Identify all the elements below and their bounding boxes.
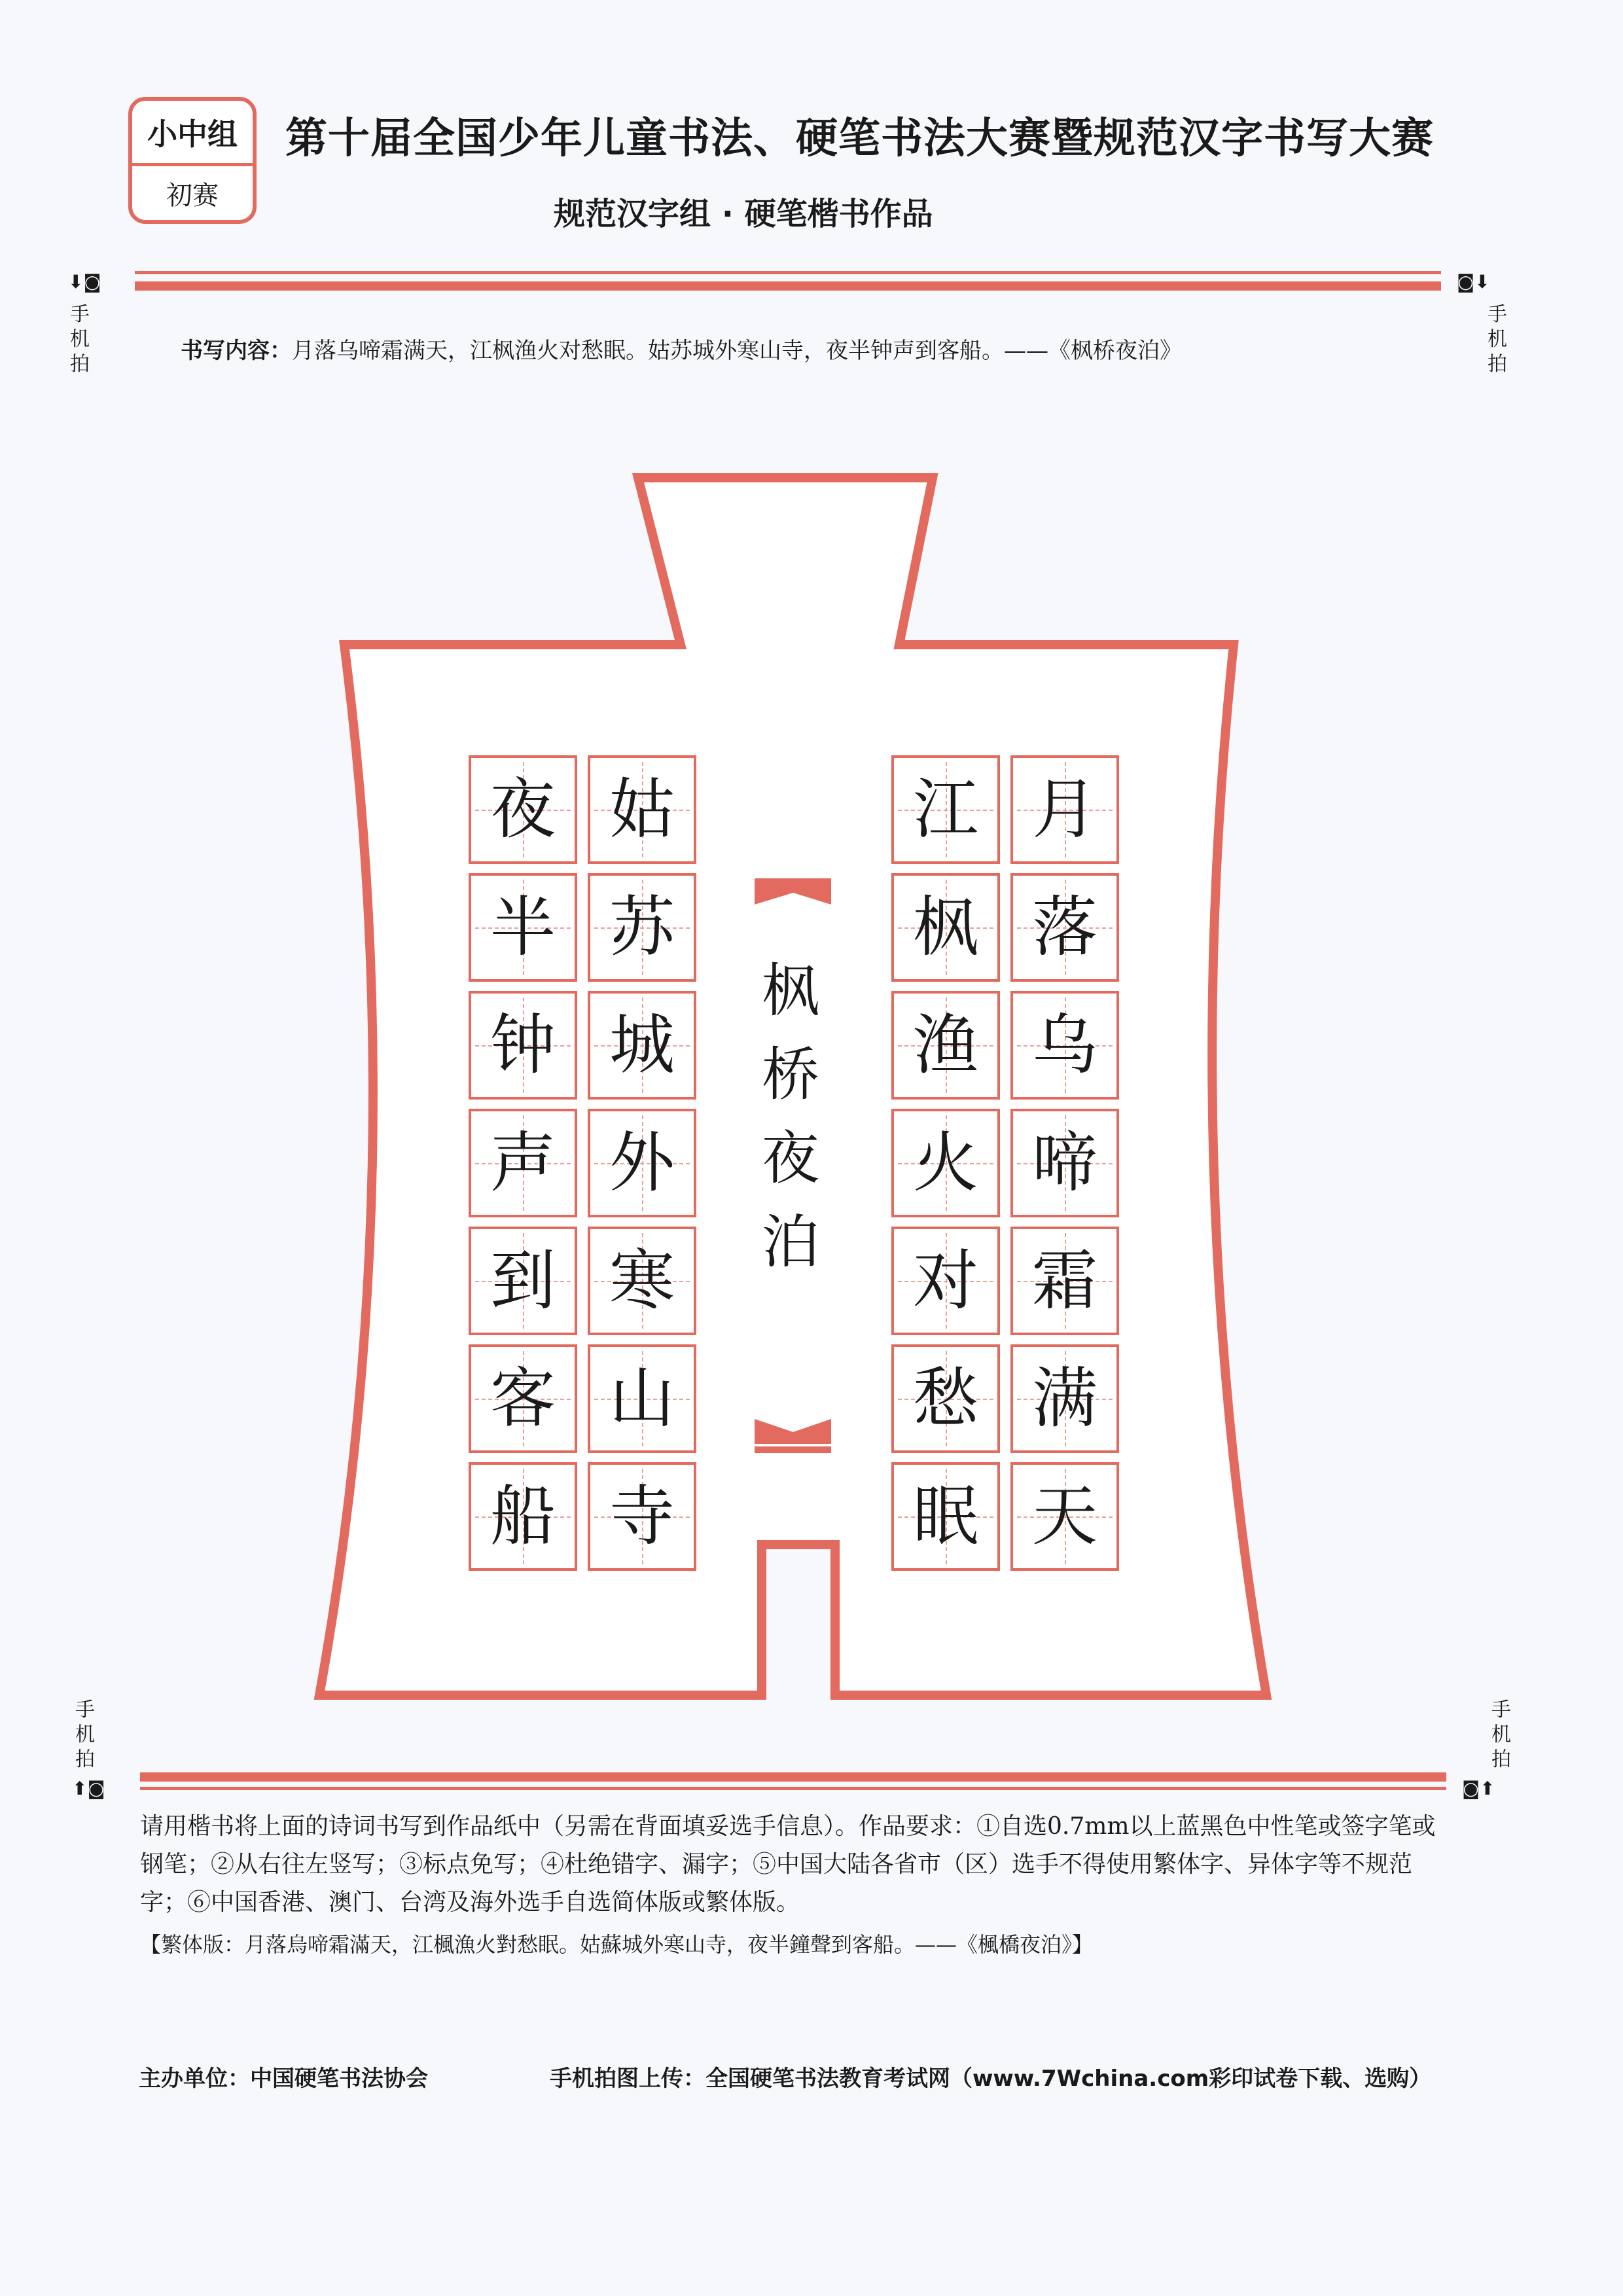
grid-cell — [891, 873, 1000, 982]
footer-upload: 手机拍图上传：全国硬笔书法教育考试网（www.7Wchina.com彩印试卷下载、选购） — [550, 2066, 1432, 2092]
grid-character: 眠 — [913, 1478, 978, 1554]
grid-character: 苏 — [609, 889, 675, 965]
grid-cell — [469, 1462, 577, 1571]
arrow-up-icon: ⬆ — [72, 1778, 88, 1799]
grid-cell — [588, 1227, 696, 1335]
badge-stage-label: 初赛 — [166, 180, 219, 211]
grid-character: 乌 — [1032, 1007, 1097, 1083]
traditional-version: 【繁体版：月落烏啼霜滿天，江楓漁火對愁眠。姑蘇城外寒山寺，夜半鐘聲到客船。——《楓橋夜泊》】 — [140, 1932, 1094, 1957]
grid-character: 江 — [913, 771, 978, 848]
footer-rule-thick — [140, 1772, 1446, 1782]
grid-character: 火 — [913, 1124, 978, 1201]
grid-cell — [1010, 873, 1119, 982]
grid-cell — [469, 991, 577, 1100]
side-label-bottom-left: 手机拍 — [75, 1698, 95, 1771]
side-label-bottom-right: 手机拍 — [1491, 1698, 1511, 1771]
footer-rule — [140, 1787, 1446, 1790]
grid-character: 半 — [490, 889, 556, 965]
grid-character: 钟 — [490, 1007, 556, 1083]
grid-character: 啼 — [1032, 1124, 1097, 1201]
writing-content-label: 书写内容： — [181, 338, 292, 364]
arrow-up-icon: ⬆ — [1480, 1778, 1495, 1799]
arrow-down-icon: ⬇ — [68, 271, 84, 293]
page-subtitle: 规范汉字组 · 硬笔楷书作品 — [554, 196, 933, 232]
grid-cell — [469, 1109, 577, 1217]
side-label-top-left: 手机拍 — [70, 303, 90, 376]
title-ornament-bottom-bar — [755, 1446, 831, 1453]
grid-character: 对 — [913, 1242, 978, 1319]
grid-cell — [891, 991, 1000, 1100]
grid-character: 枫 — [913, 889, 978, 965]
grid-cell — [588, 1109, 696, 1217]
grid-character: 寒 — [609, 1242, 675, 1319]
grid-cell — [588, 1462, 696, 1571]
grid-cell — [891, 1462, 1000, 1571]
grid-cell — [588, 991, 696, 1100]
grid-character: 外 — [609, 1124, 675, 1201]
arrow-down-icon: ⬇ — [1474, 271, 1490, 293]
grid-cell — [891, 1227, 1000, 1335]
grid-cell — [1010, 755, 1119, 864]
instructions: 请用楷书将上面的诗词书写到作品纸中（另需在背面填妥选手信息）。作品要求：①自选0.7mm以上蓝黑色中性笔或签字笔或钢笔；②从右往左竖写；③标点免写；④杜绝错字、漏字；⑤中国大陆各省市（区）选手不得使用繁体字、异体字等不规范字；⑥中国香港、澳门、台湾及海外选手自选简体版或繁体版。 — [140, 1813, 1436, 1916]
grid-character: 渔 — [913, 1007, 978, 1083]
grid-cell — [469, 1344, 577, 1453]
camera-icon: ◙ — [1457, 271, 1475, 293]
grid-character: 月 — [1032, 771, 1097, 848]
grid-character: 客 — [490, 1360, 556, 1437]
grid-cell — [1010, 1109, 1119, 1217]
grid-cell — [469, 1227, 577, 1335]
writing-content-text: 月落乌啼霜满天，江枫渔火对愁眠。姑苏城外寒山寺，夜半钟声到客船。——《枫桥夜泊》 — [292, 338, 1182, 364]
poem-title-char: 枫 — [761, 957, 819, 1024]
grid-character: 愁 — [913, 1360, 978, 1437]
grid-character: 声 — [490, 1124, 556, 1201]
grid-character: 霜 — [1032, 1242, 1097, 1319]
camera-icon: ◙ — [83, 271, 101, 293]
grid-cell — [1010, 1344, 1119, 1453]
grid-character: 姑 — [609, 771, 675, 848]
grid-cell — [469, 755, 577, 864]
title-ornament-top-bar — [755, 878, 831, 885]
grid-character: 山 — [609, 1360, 675, 1437]
grid-cell — [891, 1109, 1000, 1217]
badge-group-label: 小中组 — [132, 101, 253, 166]
grid-cell — [1010, 991, 1119, 1100]
grid-cell — [588, 873, 696, 982]
grid-character: 落 — [1032, 889, 1097, 965]
page-title: 第十届全国少年儿童书法、硬笔书法大赛暨规范汉字书写大赛 — [285, 114, 1434, 163]
grid-character: 寺 — [609, 1478, 675, 1554]
grid-character: 城 — [609, 1007, 675, 1083]
grid-character: 天 — [1032, 1478, 1097, 1554]
grid-cell — [588, 1344, 696, 1453]
poem-title-vertical — [751, 949, 830, 1284]
grid-cell — [1010, 1462, 1119, 1571]
grid-character: 船 — [490, 1478, 556, 1554]
grid-character: 夜 — [490, 771, 556, 848]
poem-title-char: 泊 — [761, 1208, 819, 1276]
grid-cell — [891, 1344, 1000, 1453]
camera-icon: ◙ — [87, 1778, 105, 1799]
grid-character: 满 — [1032, 1360, 1097, 1437]
grid-cell — [891, 755, 1000, 864]
grid-cell — [469, 873, 577, 982]
poem-title-char: 夜 — [761, 1124, 819, 1192]
grid-cell — [588, 755, 696, 864]
camera-icon: ◙ — [1462, 1778, 1480, 1799]
footer-organizer: 主办单位：中国硬笔书法协会 — [139, 2066, 428, 2092]
poem-title-char: 桥 — [761, 1041, 819, 1108]
side-label-top-right: 手机拍 — [1488, 303, 1507, 376]
grid-character: 到 — [490, 1242, 556, 1319]
grid-cell — [1010, 1227, 1119, 1335]
